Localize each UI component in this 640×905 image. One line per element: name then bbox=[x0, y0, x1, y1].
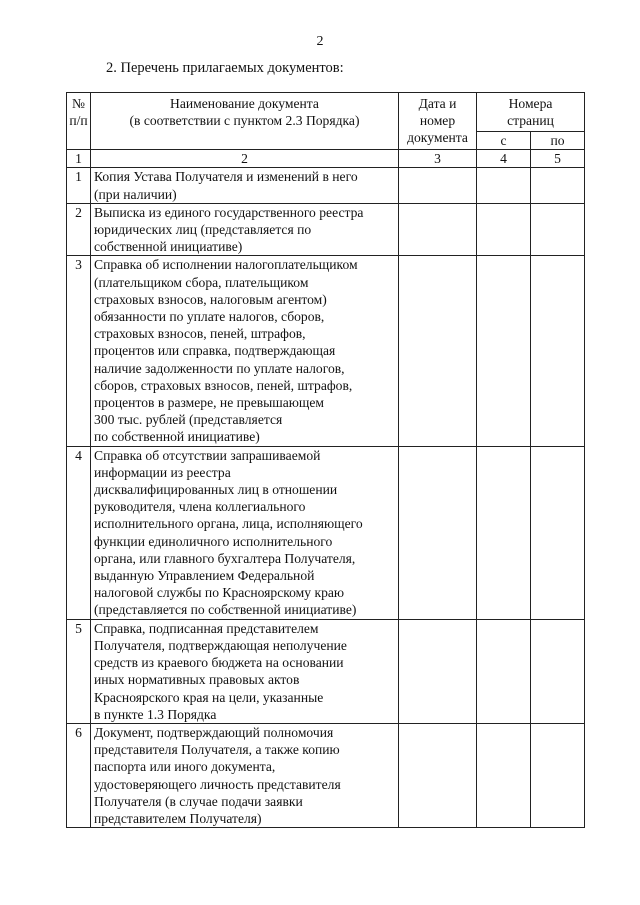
document-name-line: выданную Управлением Федеральной bbox=[94, 568, 315, 584]
header-name-line: Наименование документа bbox=[170, 96, 319, 111]
page-from-cell[interactable] bbox=[477, 619, 531, 723]
header-pages-to: по bbox=[531, 132, 585, 150]
section-title: 2. Перечень прилагаемых документов: bbox=[106, 60, 344, 76]
document-name-line: сборов, страховых взносов, пеней, штрафов, bbox=[94, 377, 353, 393]
header-name-line: (в соответствии с пунктом 2.3 Порядка) bbox=[129, 113, 360, 129]
row-number: 6 bbox=[67, 723, 91, 827]
document-name bbox=[91, 256, 399, 446]
header-pages-line: Номера bbox=[508, 96, 553, 111]
document-name-line: Справка об исполнении налогоплательщиком bbox=[94, 257, 358, 273]
document-name-line: Документ, подтверждающий полномочия bbox=[94, 724, 334, 740]
header-num-line: п/п bbox=[69, 113, 88, 129]
table-row bbox=[67, 446, 585, 619]
document-name bbox=[91, 168, 399, 203]
document-name-line: юридических лиц (представляется по bbox=[94, 222, 312, 238]
header-num-line: № bbox=[72, 96, 85, 111]
document-name-line: в пункте 1.3 Порядка bbox=[94, 706, 217, 722]
page-from-cell[interactable] bbox=[477, 168, 531, 203]
header-date-line: номер bbox=[419, 113, 456, 129]
document-name-line: собственной инициативе) bbox=[94, 239, 243, 255]
header-date bbox=[399, 93, 477, 150]
column-number: 5 bbox=[531, 150, 585, 168]
document-name bbox=[91, 203, 399, 256]
document-name-line: Красноярского края на цели, указанные bbox=[94, 689, 324, 705]
document-name-line: Справка об отсутствии запрашиваемой bbox=[94, 447, 321, 463]
document-name-line: Получателя, подтверждающая неполучение bbox=[94, 637, 347, 653]
document-name-line: представителя Получателя, а также копию bbox=[94, 742, 340, 758]
document-name-line: Справка, подписанная представителем bbox=[94, 620, 319, 636]
table-row bbox=[67, 619, 585, 723]
date-cell[interactable] bbox=[399, 168, 477, 203]
date-cell[interactable] bbox=[399, 723, 477, 827]
document-name-line: руководителя, члена коллегиального bbox=[94, 499, 306, 515]
document-name-line: (плательщиком сбора, плательщиком bbox=[94, 274, 309, 290]
document-name-line: функции единоличного исполнительного bbox=[94, 533, 333, 549]
header-date-line: документа bbox=[407, 130, 468, 146]
document-name-line: страховых взносов, пеней, штрафов, bbox=[94, 326, 306, 342]
column-number: 2 bbox=[91, 150, 399, 168]
page-to-cell[interactable] bbox=[531, 203, 585, 256]
header-name bbox=[91, 93, 399, 150]
document-name-line: исполнительного органа, лица, исполняющего bbox=[94, 516, 363, 532]
document-name-line: Выписка из единого государственного реестра bbox=[94, 204, 364, 220]
table-row bbox=[67, 256, 585, 446]
page-from-cell[interactable] bbox=[477, 203, 531, 256]
document-name-line: 300 тыс. рублей (представляется bbox=[94, 412, 283, 428]
document-name-line: иных нормативных правовых актов bbox=[94, 672, 300, 688]
page-to-cell[interactable] bbox=[531, 723, 585, 827]
header-pages-line: страниц bbox=[507, 113, 554, 129]
document-name-line: (при наличии) bbox=[94, 186, 177, 202]
table-row bbox=[67, 168, 585, 203]
document-name-line: наличие задолженности по уплате налогов, bbox=[94, 360, 345, 376]
page-from-cell[interactable] bbox=[477, 723, 531, 827]
row-number: 3 bbox=[67, 256, 91, 446]
document-name-line: дисквалифицированных лиц в отношении bbox=[94, 482, 338, 498]
document-name-line: процентов в размере, не превышающем bbox=[94, 395, 325, 411]
page-to-cell[interactable] bbox=[531, 168, 585, 203]
document-name-line: информации из реестра bbox=[94, 464, 231, 480]
column-number: 4 bbox=[477, 150, 531, 168]
page-from-cell[interactable] bbox=[477, 446, 531, 619]
document-name bbox=[91, 723, 399, 827]
page-from-cell[interactable] bbox=[477, 256, 531, 446]
date-cell[interactable] bbox=[399, 446, 477, 619]
document-name-line: обязанности по уплате налогов, сборов, bbox=[94, 309, 325, 325]
row-number: 5 bbox=[67, 619, 91, 723]
document-name-line: органа, или главного бухгалтера Получателя, bbox=[94, 550, 356, 566]
date-cell[interactable] bbox=[399, 619, 477, 723]
document-name-line: Копия Устава Получателя и изменений в него bbox=[94, 169, 358, 185]
documents-table bbox=[66, 92, 585, 828]
document-name-line: процентов или справка, подтверждающая bbox=[94, 343, 336, 359]
header-pages-from: с bbox=[477, 132, 531, 150]
document-name-line: налоговой службы по Красноярскому краю bbox=[94, 585, 345, 601]
document-name-line: (представляется по собственной инициативе) bbox=[94, 602, 357, 618]
header-pages bbox=[477, 93, 585, 132]
table-row bbox=[67, 723, 585, 827]
document-name-line: средств из краевого бюджета на основании bbox=[94, 655, 344, 671]
document-name bbox=[91, 446, 399, 619]
row-number: 4 bbox=[67, 446, 91, 619]
row-number: 2 bbox=[67, 203, 91, 256]
table-row bbox=[67, 203, 585, 256]
column-number: 1 bbox=[67, 150, 91, 168]
page-to-cell[interactable] bbox=[531, 446, 585, 619]
document-name-line: представителем Получателя) bbox=[94, 810, 262, 826]
page-number: 2 bbox=[316, 34, 324, 49]
document-name bbox=[91, 619, 399, 723]
row-number: 1 bbox=[67, 168, 91, 203]
document-name-line: по собственной инициативе) bbox=[94, 429, 260, 445]
date-cell[interactable] bbox=[399, 256, 477, 446]
document-name-line: Получателя (в случае подачи заявки bbox=[94, 793, 303, 809]
column-number: 3 bbox=[399, 150, 477, 168]
date-cell[interactable] bbox=[399, 203, 477, 256]
table-header-row bbox=[67, 93, 585, 132]
column-numbers-row bbox=[67, 150, 585, 168]
page-to-cell[interactable] bbox=[531, 256, 585, 446]
document-name-line: удостоверяющего личность представителя bbox=[94, 776, 341, 792]
header-num bbox=[67, 93, 91, 150]
header-date-line: Дата и bbox=[418, 96, 457, 111]
document-name-line: страховых взносов, налоговым агентом) bbox=[94, 291, 327, 307]
document-name-line: паспорта или иного документа, bbox=[94, 759, 276, 775]
page-to-cell[interactable] bbox=[531, 619, 585, 723]
table-body bbox=[67, 168, 585, 828]
